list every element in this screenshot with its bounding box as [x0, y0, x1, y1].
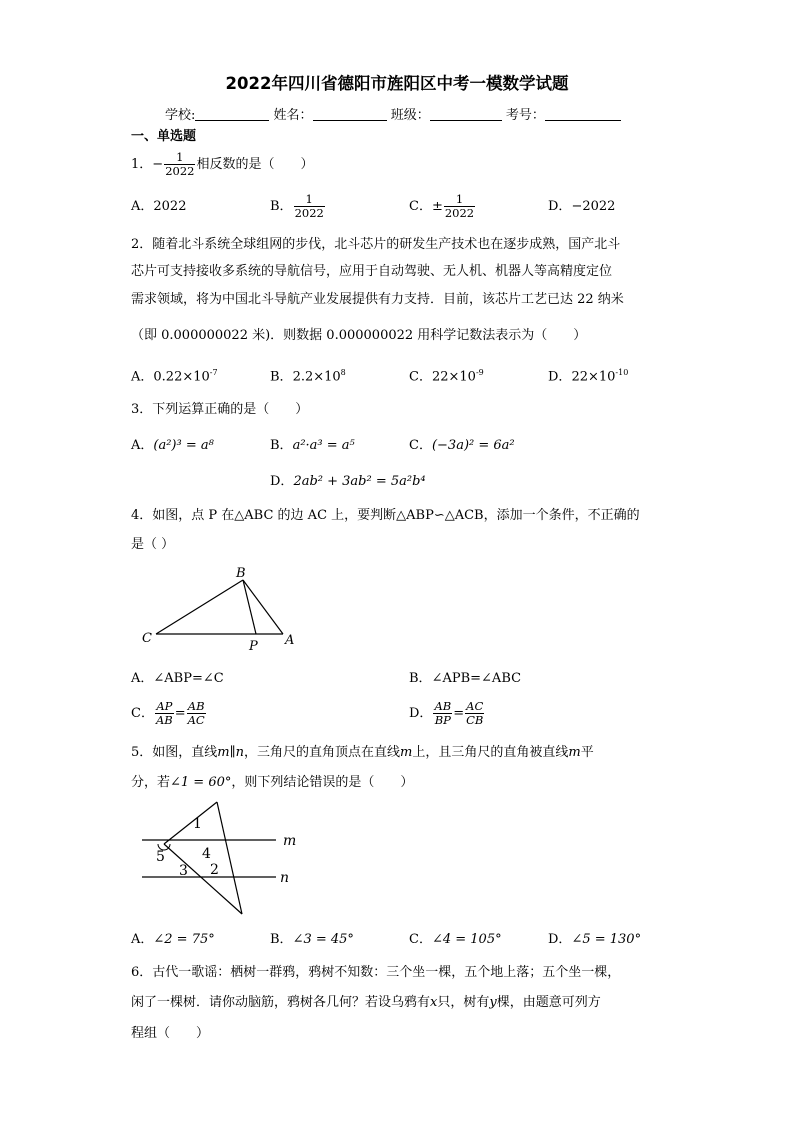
- q2-line-3: 需求领域，将为中国北斗导航产业发展提供有力支持．目前，该芯片工艺已达 22 纳米: [131, 292, 624, 307]
- q3-option-c[interactable]: C．(−3a)² = 6a²: [409, 438, 515, 453]
- q4-option-c[interactable]: C． $\frac{AP}{AB}$ = $\frac{AB}{AC}$: [131, 699, 205, 727]
- question-1-stem: [131, 151, 313, 178]
- q2-option-d[interactable]: D．$22\times 10^{-10}$: [548, 368, 629, 385]
- q1-option-b[interactable]: B． $\frac{1}{2022}$: [270, 192, 324, 220]
- q4-option-b[interactable]: B．∠APB=∠ABC: [409, 671, 522, 686]
- angle-label-5: 5: [156, 849, 165, 865]
- q4-line-2: 是（ ）: [131, 537, 175, 552]
- label-a: A: [285, 633, 295, 648]
- q4-option-a[interactable]: A．∠ABP=∠C: [131, 671, 224, 686]
- q5-parallel-lines-figure: [138, 800, 303, 920]
- q2-option-c[interactable]: C．$22\times 10^{-9}$: [409, 368, 484, 385]
- q3-option-d[interactable]: D．2ab² + 3ab² = 5a²b⁴: [270, 474, 426, 489]
- q5-option-b[interactable]: B．∠3 = 45°: [270, 932, 354, 947]
- class-blank: [430, 108, 502, 121]
- q3-stem: 3．下列运算正确的是（ ）: [131, 402, 309, 417]
- label-p: P: [249, 639, 258, 654]
- q5-option-d[interactable]: D．∠5 = 130°: [548, 932, 642, 947]
- q4-option-d[interactable]: D． $\frac{AB}{BP}$ = $\frac{AC}{CB}$: [409, 699, 484, 727]
- q1-fraction: [164, 151, 195, 178]
- q6-line-3: 程组（ ）: [131, 1026, 210, 1041]
- q4-triangle-figure: [138, 564, 308, 656]
- q2-option-b[interactable]: B．$2.2\times 10^8$: [270, 368, 346, 385]
- exam-no-label: 考号：: [505, 108, 545, 123]
- q6-line-1: 6．古代一歌谣：栖树一群鸦，鸦树不知数：三个坐一棵，五个地上落；五个坐一棵，: [131, 965, 621, 980]
- q1-denominator: 2022: [165, 164, 195, 178]
- q2-line-4: （即 0.000000022 米)．则数据 0.000000022 用科学记数法表示为（ ）: [131, 328, 587, 343]
- exam-no-blank: [545, 108, 621, 121]
- student-info-line: [165, 104, 621, 123]
- q3-option-b[interactable]: B．a²·a³ = a⁵: [270, 438, 355, 453]
- page-title: 2022年四川省德阳市旌阳区中考一模数学试题: [225, 74, 569, 93]
- q3-option-a[interactable]: A．(a²)³ = a⁸: [131, 438, 214, 453]
- school-label: 学校:: [165, 108, 196, 123]
- q6-line-2: 闲了一棵树．请你动脑筋，鸦树各几何？若设乌鸦有x只，树有y棵，由题意可列方: [131, 995, 601, 1010]
- q5-option-c[interactable]: C．∠4 = 105°: [409, 932, 502, 947]
- angle-label-2: 2: [210, 862, 219, 878]
- q4-line-1: 4．如图，点 P 在△ABC 的边 AC 上，要判断△ABP∽△ACB，添加一个条件，不正确的: [131, 508, 640, 523]
- label-n: n: [280, 870, 290, 886]
- q1-minus: −: [152, 157, 164, 172]
- triangle-side-2: [217, 802, 242, 914]
- q5-option-a[interactable]: A．∠2 = 75°: [131, 932, 215, 947]
- label-b: B: [236, 566, 246, 581]
- name-blank: [313, 108, 387, 121]
- label-m: m: [283, 833, 297, 849]
- q2-option-a[interactable]: A．$0.22\times 10^{-7}$: [131, 368, 218, 385]
- q5-line-2: 分，若∠1 = 60°，则下列结论错误的是（ ）: [131, 775, 414, 790]
- q2-line-1: 2．随着北斗系统全球组网的步伐，北斗芯片的研发生产技术也在逐步成熟，国产北斗: [131, 237, 621, 252]
- q2-line-2: 芯片可支持接收多系统的导航信号，应用于自动驾驶、无人机、机器人等高精度定位: [131, 264, 613, 279]
- q1-option-c[interactable]: C．± $\frac{1}{2022}$: [409, 192, 475, 220]
- label-c: C: [142, 631, 152, 646]
- section-heading: 一、单选题: [131, 129, 197, 144]
- q5-line-1: 5．如图，直线m∥n，三角尺的直角顶点在直线m上，且三角尺的直角被直线m平: [131, 745, 594, 760]
- angle-label-1: 1: [193, 816, 202, 832]
- segment-cb: [156, 580, 243, 634]
- q1-suffix: 相反数的是（ ）: [196, 157, 314, 172]
- triangle-side-1: [164, 802, 217, 844]
- angle-label-3: 3: [179, 863, 188, 879]
- angle-label-4: 4: [202, 846, 211, 862]
- school-blank: [195, 108, 269, 121]
- q1-option-a[interactable]: A．2022: [131, 199, 187, 214]
- q1-number: 1．: [131, 157, 153, 172]
- q1-option-d[interactable]: D．−2022: [548, 199, 616, 214]
- name-label: 姓名：: [273, 108, 313, 123]
- class-label: 班级：: [390, 108, 430, 123]
- q1-numerator: 1: [164, 151, 195, 165]
